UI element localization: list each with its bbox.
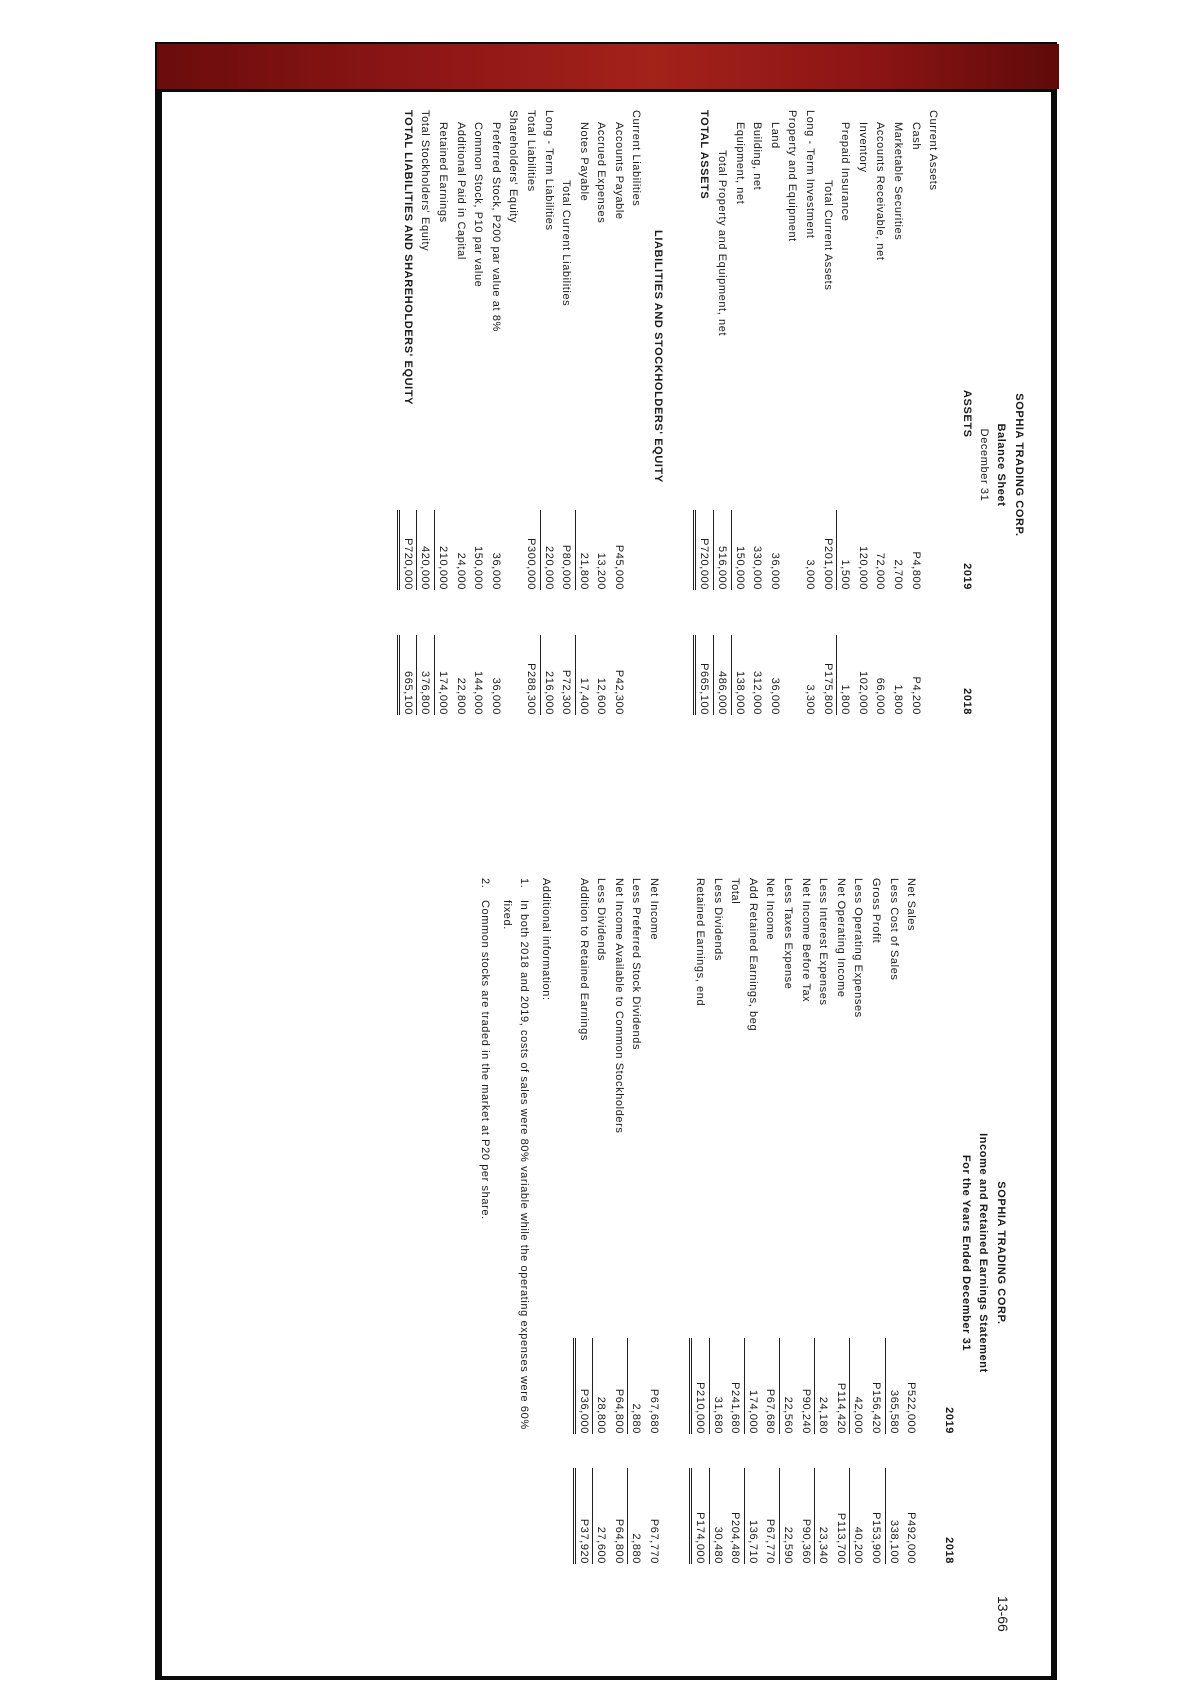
income-statement <box>149 868 1009 1638</box>
table-row: Total Liabilities P300,000 P288,300 <box>524 110 537 715</box>
table-row: TOTAL ASSETS P720,000 P665,100 <box>690 100 712 830</box>
equity-heading: Shareholders' Equity <box>507 110 520 224</box>
page-number: 13-66 <box>995 1596 1011 1632</box>
table-row: Long - Term Liabilities 220,000 216,000 <box>538 100 556 830</box>
assets-heading: ASSETS <box>961 390 974 438</box>
table-row: Less Interest Expenses 24,180 23,340 <box>813 868 831 1638</box>
is-year-2019: 2019 <box>943 1407 956 1434</box>
table-row: Building, net 330,000 312,000 <box>751 122 764 715</box>
note-2-text: Common stocks are traded in the market at P20 per share. <box>478 900 491 1220</box>
table-row: Less Operating Expenses 42,000 40,200 <box>848 868 866 1638</box>
table-row: Accounts Payable P45,000 P42,300 <box>612 122 625 715</box>
note-1-number: 1. <box>517 878 530 889</box>
table-row: Net Sales P522,000 P492,000 <box>905 878 918 1564</box>
ppe-heading: Property and Equipment <box>786 110 799 242</box>
bs-year-2018: 2018 <box>961 688 974 715</box>
bs-period: December 31 <box>977 428 990 502</box>
table-row: Net Income Before Tax P90,240 P90,360 <box>799 878 812 1564</box>
table-row: TOTAL LIABILITIES AND SHAREHOLDERS' EQUITY P720,000 665,100 <box>393 100 415 830</box>
table-row: Less Preferred Stock Dividends 2,880 2,880 <box>626 868 644 1638</box>
table-row: Marketable Securities 2,700 1,800 <box>892 122 905 715</box>
table-row: Total Current Liabilities P80,000 P72,300 <box>560 180 573 715</box>
note-2-number: 2. <box>478 878 491 889</box>
liabilities-heading: LIABILITIES AND STOCKHOLDERS' EQUITY <box>652 230 665 483</box>
table-row: Equipment, net 150,000 138,000 <box>729 100 747 830</box>
table-row: Notes Payable 21,800 17,400 <box>573 100 591 830</box>
table-row: Less Dividends 28,800 27,600 <box>591 868 609 1638</box>
slide-header-bar <box>157 44 1059 89</box>
table-row: Net Operating Income P114,420 P113,700 <box>834 878 847 1564</box>
table-row: Total Property and Equipment, net 516,000 486,000 <box>712 100 730 830</box>
table-row: Preferred Stock, P200 par value at 8% 36,000 36,000 <box>489 122 502 715</box>
table-row: Less Dividends 31,680 30,480 <box>707 868 725 1638</box>
table-row: Cash P4,800 P4,200 <box>909 122 922 715</box>
current-liabilities-heading: Current Liabilities <box>630 110 643 207</box>
table-row: Total Current Assets P201,000 P175,800 <box>821 180 834 715</box>
bs-title: Balance Sheet <box>995 423 1008 507</box>
table-row: Add Retained Earnings, beg 174,000 136,710 <box>742 868 760 1638</box>
table-row: Retained Earnings 210,000 174,000 <box>432 100 450 830</box>
table-row: Accounts Receivable, net 72,000 66,000 <box>874 122 887 715</box>
table-row: Land 36,000 36,000 <box>768 122 781 715</box>
additional-info-heading: Additional information: <box>539 878 552 1001</box>
table-row: Total Stockholders' Equity 420,000 376,800 <box>415 100 433 830</box>
table-row: Addition to Retained Earnings P36,000 P37,920 <box>569 868 591 1638</box>
is-company: SOPHIA TRADING CORP. <box>995 1181 1007 1325</box>
is-title: Income and Retained Earnings Statement <box>977 1133 990 1373</box>
balance-sheet <box>167 100 1027 830</box>
bs-year-2019: 2019 <box>961 563 974 590</box>
table-row: Additional Paid in Capital 24,000 22,800 <box>454 122 467 715</box>
table-row: Accrued Expenses 13,200 12,600 <box>595 122 608 715</box>
table-row: Net Income P67,680 P67,770 <box>648 878 661 1564</box>
table-row: Net Income P67,680 P67,770 <box>764 878 777 1564</box>
table-row: Prepaid Insurance 1,500 1,800 <box>835 100 853 830</box>
table-row: Less Taxes Expense 22,560 22,590 <box>777 868 795 1638</box>
table-row: Common Stock, P10 par value 150,000 144,000 <box>472 122 485 715</box>
current-assets-heading: Current Assets <box>927 110 940 191</box>
note-1-text: In both 2018 and 2019, costs of sales were 80% variable while the operating expenses were 60% <box>517 900 530 1430</box>
table-row: Inventory 120,000 102,000 <box>856 122 869 715</box>
bs-company: SOPHIA TRADING CORP. <box>1013 393 1025 537</box>
table-row: Total P241,680 P204,480 <box>729 878 742 1564</box>
table-row: Retained Earnings, end P210,000 P174,000 <box>685 868 707 1638</box>
note-1-continuation: fixed. <box>500 900 513 930</box>
table-row: Long - Term Investment 3,000 3,300 <box>804 110 817 715</box>
is-period: For the Years Ended December 31 <box>959 1154 972 1352</box>
table-row: Net Income Available to Common Stockholders P64,800 P64,800 <box>612 878 625 1564</box>
table-row: Gross Profit P156,420 P153,900 <box>870 878 883 1564</box>
table-row: Less Cost of Sales 365,580 338,100 <box>883 868 901 1638</box>
is-year-2018: 2018 <box>943 1537 956 1564</box>
